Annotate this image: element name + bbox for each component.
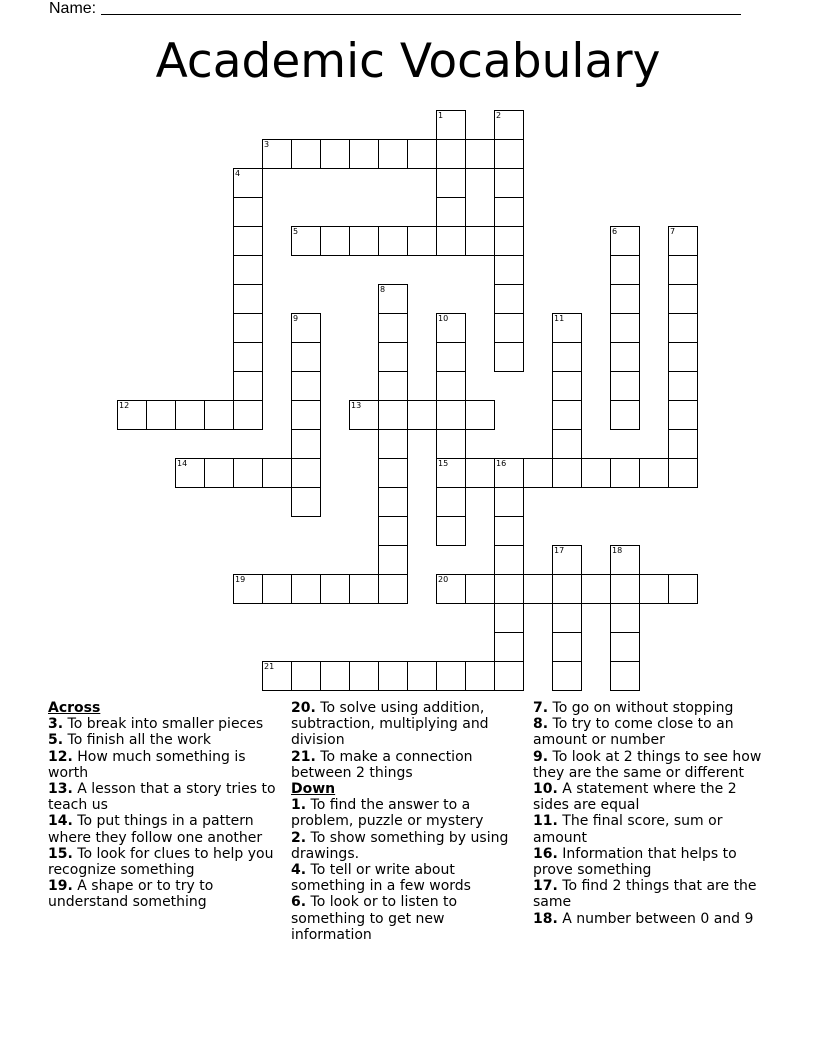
grid-cell[interactable] — [349, 574, 379, 604]
grid-cell[interactable] — [465, 458, 495, 488]
grid-cell[interactable] — [407, 661, 437, 691]
grid-cell[interactable] — [291, 429, 321, 459]
grid-cell[interactable] — [175, 400, 205, 430]
clue-item-number: 17. — [533, 878, 558, 895]
grid-cell[interactable] — [610, 284, 640, 314]
grid-cell[interactable] — [291, 661, 321, 691]
grid-cell[interactable] — [378, 342, 408, 372]
grid-cell[interactable] — [610, 371, 640, 401]
clue-item — [291, 894, 527, 943]
grid-cell[interactable] — [668, 371, 698, 401]
clue-item — [533, 700, 769, 716]
grid-cell[interactable] — [494, 313, 524, 343]
grid-cell[interactable] — [465, 226, 495, 256]
clue-item — [533, 749, 769, 781]
clue-number: 5 — [293, 227, 299, 236]
grid-cell[interactable] — [494, 487, 524, 517]
grid-cell[interactable] — [349, 139, 379, 169]
grid-cell[interactable] — [436, 487, 466, 517]
grid-cell[interactable] — [494, 197, 524, 227]
clue-item — [291, 797, 527, 829]
grid-cell[interactable] — [175, 458, 205, 488]
clue-item-text: Information that helps to prove something — [533, 845, 737, 879]
clue-item-text: The final score, sum or amount — [533, 813, 723, 846]
grid-cell[interactable] — [436, 574, 466, 604]
clue-item-number: 5. — [48, 732, 64, 749]
grid-cell[interactable] — [610, 400, 640, 430]
clue-item-number: 20. — [291, 700, 316, 716]
grid-cell[interactable] — [233, 255, 263, 285]
clue-number: 9 — [293, 314, 299, 323]
grid-cell[interactable] — [465, 661, 495, 691]
grid-cell[interactable] — [610, 545, 640, 575]
grid-cell[interactable] — [349, 226, 379, 256]
clue-item — [533, 716, 769, 748]
grid-cell[interactable] — [378, 661, 408, 691]
clue-number: 7 — [670, 227, 676, 236]
grid-cell[interactable] — [320, 226, 350, 256]
grid-cell[interactable] — [436, 110, 466, 140]
clue-item — [48, 878, 284, 910]
clue-number: 14 — [177, 459, 188, 468]
clue-item — [291, 700, 527, 749]
clue-item — [533, 846, 769, 878]
clue-item-number: 21. — [291, 748, 316, 765]
grid-cell[interactable] — [291, 458, 321, 488]
grid-cell[interactable] — [233, 226, 263, 256]
grid-cell[interactable] — [436, 226, 466, 256]
grid-cell[interactable] — [320, 661, 350, 691]
clue-number: 20 — [438, 575, 449, 584]
grid-cell[interactable] — [494, 458, 524, 488]
clue-item-text: A statement where the 2 sides are equal — [533, 781, 737, 814]
grid-cell[interactable] — [320, 574, 350, 604]
grid-cell[interactable] — [610, 313, 640, 343]
clue-item-number: 9. — [533, 748, 549, 765]
clue-item-text: A number between 0 and 9 — [562, 910, 754, 927]
grid-cell[interactable] — [291, 574, 321, 604]
clue-item-text: To look for clues to help you recognize something — [48, 845, 274, 879]
name-label: Name: — [49, 0, 97, 17]
clue-item — [533, 911, 769, 927]
grid-cell[interactable] — [291, 226, 321, 256]
grid-cell[interactable] — [436, 313, 466, 343]
grid-cell[interactable] — [117, 400, 147, 430]
grid-cell[interactable] — [233, 313, 263, 343]
grid-cell[interactable] — [204, 400, 234, 430]
clue-item-number: 3. — [48, 716, 64, 733]
clue-item-number: 8. — [533, 716, 549, 733]
grid-cell[interactable] — [494, 516, 524, 546]
clue-number: 1 — [438, 111, 444, 120]
clue-column-3 — [533, 700, 769, 927]
grid-cell[interactable] — [552, 400, 582, 430]
clue-number: 4 — [235, 169, 241, 178]
clue-item-number: 4. — [291, 862, 307, 879]
grid-cell[interactable] — [378, 574, 408, 604]
grid-cell[interactable] — [552, 632, 582, 662]
clue-item-text: To put things in a pattern where they follow one another — [48, 813, 263, 846]
clue-number: 21 — [264, 662, 275, 671]
grid-cell[interactable] — [378, 284, 408, 314]
grid-cell[interactable] — [610, 342, 640, 372]
grid-cell[interactable] — [233, 574, 263, 604]
grid-cell[interactable] — [436, 516, 466, 546]
grid-cell[interactable] — [233, 342, 263, 372]
clue-item-text: To look at 2 things to see how they are the same or different — [533, 748, 762, 781]
clue-number: 19 — [235, 575, 246, 584]
clue-item-text: A lesson that a story tries to teach us — [48, 781, 276, 814]
grid-cell[interactable] — [320, 139, 350, 169]
clue-item-number: 15. — [48, 845, 73, 862]
grid-cell[interactable] — [378, 400, 408, 430]
clue-column-2 — [291, 700, 527, 943]
grid-cell[interactable] — [436, 400, 466, 430]
grid-cell[interactable] — [581, 458, 611, 488]
clue-item-text: To finish all the work — [67, 732, 212, 749]
grid-cell[interactable] — [378, 226, 408, 256]
grid-cell[interactable] — [378, 545, 408, 575]
grid-cell[interactable] — [668, 574, 698, 604]
grid-cell[interactable] — [668, 226, 698, 256]
clue-item — [533, 813, 769, 845]
grid-cell[interactable] — [581, 574, 611, 604]
grid-cell[interactable] — [291, 139, 321, 169]
across-heading: Across — [48, 700, 101, 716]
clue-number: 18 — [612, 546, 623, 555]
clue-number: 16 — [496, 459, 507, 468]
grid-cell[interactable] — [552, 313, 582, 343]
grid-cell[interactable] — [610, 574, 640, 604]
clue-item-text: To tell or write about something in a few words — [291, 862, 471, 895]
grid-cell[interactable] — [436, 429, 466, 459]
clue-number: 11 — [554, 314, 565, 323]
grid-cell[interactable] — [291, 342, 321, 372]
grid-cell[interactable] — [494, 574, 524, 604]
clue-item-number: 18. — [533, 910, 558, 927]
clue-item-number: 14. — [48, 813, 73, 830]
clue-item-text: To make a connection between 2 things — [291, 748, 473, 781]
clue-item-number: 19. — [48, 878, 73, 895]
clue-item-text: To find the answer to a problem, puzzle or mystery — [291, 797, 484, 830]
grid-cell[interactable] — [262, 139, 292, 169]
clue-number: 17 — [554, 546, 565, 555]
clue-item — [48, 813, 284, 845]
grid-cell[interactable] — [378, 139, 408, 169]
grid-cell[interactable] — [378, 516, 408, 546]
clue-column-1 — [48, 700, 284, 911]
clue-item — [533, 781, 769, 813]
clue-item-text: To show something by using drawings. — [291, 829, 509, 862]
clue-item — [533, 878, 769, 910]
clue-item-number: 6. — [291, 894, 307, 911]
grid-cell[interactable] — [233, 371, 263, 401]
grid-cell[interactable] — [465, 574, 495, 604]
grid-cell[interactable] — [436, 458, 466, 488]
grid-cell[interactable] — [552, 342, 582, 372]
grid-cell[interactable] — [436, 371, 466, 401]
grid-cell[interactable] — [378, 458, 408, 488]
grid-cell[interactable] — [552, 661, 582, 691]
grid-cell[interactable] — [610, 458, 640, 488]
grid-cell[interactable] — [639, 574, 669, 604]
clue-item-number: 12. — [48, 748, 73, 765]
clue-item-text: A shape or to try to understand something — [48, 878, 214, 911]
grid-cell[interactable] — [436, 661, 466, 691]
clue-item-text: To break into smaller pieces — [67, 716, 264, 733]
clue-item-text: To solve using addition, subtraction, multiplying and division — [291, 700, 489, 749]
clue-item-text: How much something is worth — [48, 748, 246, 781]
clue-item-text: To look or to listen to something to get new information — [291, 894, 458, 943]
grid-cell[interactable] — [494, 632, 524, 662]
grid-cell[interactable] — [291, 371, 321, 401]
clue-number: 3 — [264, 140, 270, 149]
grid-cell[interactable] — [291, 313, 321, 343]
clue-number: 13 — [351, 401, 362, 410]
grid-cell[interactable] — [494, 226, 524, 256]
grid-cell[interactable] — [407, 139, 437, 169]
clue-number: 10 — [438, 314, 449, 323]
clue-item — [48, 781, 284, 813]
grid-cell[interactable] — [494, 110, 524, 140]
grid-cell[interactable] — [378, 429, 408, 459]
grid-cell[interactable] — [610, 603, 640, 633]
clue-item-text: To try to come close to an amount or number — [533, 716, 734, 749]
grid-cell[interactable] — [378, 487, 408, 517]
grid-cell[interactable] — [291, 487, 321, 517]
grid-cell[interactable] — [262, 458, 292, 488]
grid-cell[interactable] — [407, 226, 437, 256]
grid-cell[interactable] — [552, 603, 582, 633]
grid-cell[interactable] — [668, 429, 698, 459]
clue-item-text: To go on without stopping — [552, 700, 734, 716]
grid-cell[interactable] — [262, 661, 292, 691]
grid-cell[interactable] — [407, 400, 437, 430]
grid-cell[interactable] — [436, 197, 466, 227]
grid-cell[interactable] — [552, 429, 582, 459]
grid-cell[interactable] — [494, 139, 524, 169]
clue-item — [291, 830, 527, 862]
grid-cell[interactable] — [465, 139, 495, 169]
grid-cell[interactable] — [233, 400, 263, 430]
grid-cell[interactable] — [552, 545, 582, 575]
clue-item — [48, 846, 284, 878]
clue-item-number: 7. — [533, 700, 549, 716]
grid-cell[interactable] — [233, 284, 263, 314]
clue-item — [291, 749, 527, 781]
grid-cell[interactable] — [668, 342, 698, 372]
grid-cell[interactable] — [378, 313, 408, 343]
grid-cell[interactable] — [233, 458, 263, 488]
grid-cell[interactable] — [349, 661, 379, 691]
clue-number: 6 — [612, 227, 618, 236]
grid-cell[interactable] — [494, 168, 524, 198]
grid-cell[interactable] — [552, 458, 582, 488]
grid-cell[interactable] — [262, 574, 292, 604]
grid-cell[interactable] — [610, 632, 640, 662]
clue-item — [48, 732, 284, 748]
clue-item-number: 1. — [291, 797, 307, 814]
clue-item-number: 16. — [533, 845, 558, 862]
grid-cell[interactable] — [494, 603, 524, 633]
grid-cell[interactable] — [146, 400, 176, 430]
clue-item-number: 10. — [533, 781, 558, 798]
grid-cell[interactable] — [610, 226, 640, 256]
grid-cell[interactable] — [494, 545, 524, 575]
grid-cell[interactable] — [610, 255, 640, 285]
grid-cell[interactable] — [436, 342, 466, 372]
clue-item — [48, 749, 284, 781]
grid-cell[interactable] — [639, 458, 669, 488]
grid-cell[interactable] — [668, 458, 698, 488]
grid-cell[interactable] — [494, 284, 524, 314]
clue-number: 2 — [496, 111, 502, 120]
clue-item-number: 11. — [533, 813, 558, 830]
grid-cell[interactable] — [378, 371, 408, 401]
clue-item — [48, 716, 284, 732]
grid-cell[interactable] — [204, 458, 234, 488]
page-title: Academic Vocabulary — [155, 34, 661, 89]
clue-item-number: 2. — [291, 829, 307, 846]
grid-cell[interactable] — [465, 400, 495, 430]
grid-cell[interactable] — [668, 400, 698, 430]
clue-number: 12 — [119, 401, 130, 410]
grid-cell[interactable] — [523, 458, 553, 488]
grid-cell[interactable] — [494, 255, 524, 285]
grid-cell[interactable] — [494, 342, 524, 372]
clue-item — [291, 862, 527, 894]
grid-cell[interactable] — [349, 400, 379, 430]
grid-cell[interactable] — [668, 284, 698, 314]
grid-cell[interactable] — [610, 661, 640, 691]
grid-cell[interactable] — [291, 400, 321, 430]
grid-cell[interactable] — [233, 168, 263, 198]
grid-cell[interactable] — [668, 255, 698, 285]
grid-cell[interactable] — [436, 139, 466, 169]
grid-cell[interactable] — [523, 574, 553, 604]
clue-number: 15 — [438, 459, 449, 468]
grid-cell[interactable] — [233, 197, 263, 227]
clue-item-text: To find 2 things that are the same — [533, 878, 757, 911]
grid-cell[interactable] — [552, 371, 582, 401]
clue-number: 8 — [380, 285, 386, 294]
clue-item-number: 13. — [48, 781, 73, 798]
grid-cell[interactable] — [494, 661, 524, 691]
grid-cell[interactable] — [668, 313, 698, 343]
grid-cell[interactable] — [552, 574, 582, 604]
grid-cell[interactable] — [436, 168, 466, 198]
down-heading: Down — [291, 781, 336, 798]
